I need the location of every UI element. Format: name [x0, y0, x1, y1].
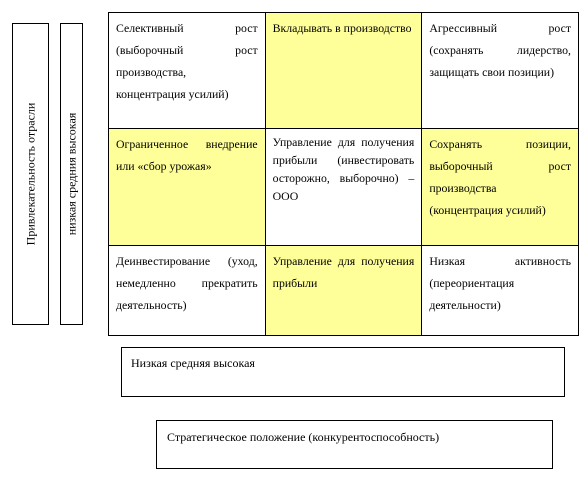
matrix-row-low — [109, 245, 579, 335]
y-axis-levels: низкая средния высокая — [64, 112, 78, 236]
y-axis-title: Привлекательность отрасли — [23, 102, 37, 246]
matrix-cell-text: Деинвестирование (уход, немедленно прекратить деятельность) — [116, 253, 258, 312]
matrix-cell-text: Агрессивный рост (сохранять лидерство, защищать свои позиции) — [429, 21, 571, 79]
matrix-cell-r2-c2 — [265, 129, 422, 245]
matrix-cell-text: Управление для получения прибыли (инвестировать осторожно, выборочно) – ООО — [272, 135, 415, 204]
matrix-cell-r2-c1 — [109, 129, 266, 245]
matrix-cell-text: Селективный рост (выборочный рост производства, концентрация усилий) — [116, 21, 258, 101]
matrix-cell-text: Вкладывать в производство — [272, 21, 412, 35]
matrix-cell-r1-c2 — [265, 13, 422, 129]
strategy-matrix — [108, 12, 579, 336]
matrix-cell-r2-c3 — [422, 129, 579, 245]
x-axis-levels-box — [121, 347, 565, 397]
matrix-cell-r3-c2 — [265, 245, 422, 335]
y-axis-title-box — [12, 23, 49, 325]
x-axis-title: Стратегическое положение (конкурентоспособность) — [167, 430, 440, 444]
y-axis-levels-box — [60, 23, 83, 325]
matrix-cell-r1-c1 — [109, 13, 266, 129]
matrix-cell-text: Сохранять позиции, выборочный рост производства (концентрация усилий) — [429, 137, 571, 218]
matrix-row-medium — [109, 129, 579, 245]
matrix-cell-r1-c3 — [422, 13, 579, 129]
matrix-cell-r3-c3 — [422, 245, 579, 335]
x-axis-title-box — [156, 420, 553, 469]
matrix-cell-text: Ограниченное внедрение или «сбор урожая» — [116, 137, 258, 174]
matrix-cell-text: Управление для получения прибыли — [272, 253, 415, 290]
matrix-cell-text: Низкая активность (переориентация деятельности) — [429, 253, 571, 312]
matrix-cell-r3-c1 — [109, 245, 266, 335]
x-axis-levels: Низкая средняя высокая — [131, 356, 255, 370]
matrix-row-high — [109, 13, 579, 129]
